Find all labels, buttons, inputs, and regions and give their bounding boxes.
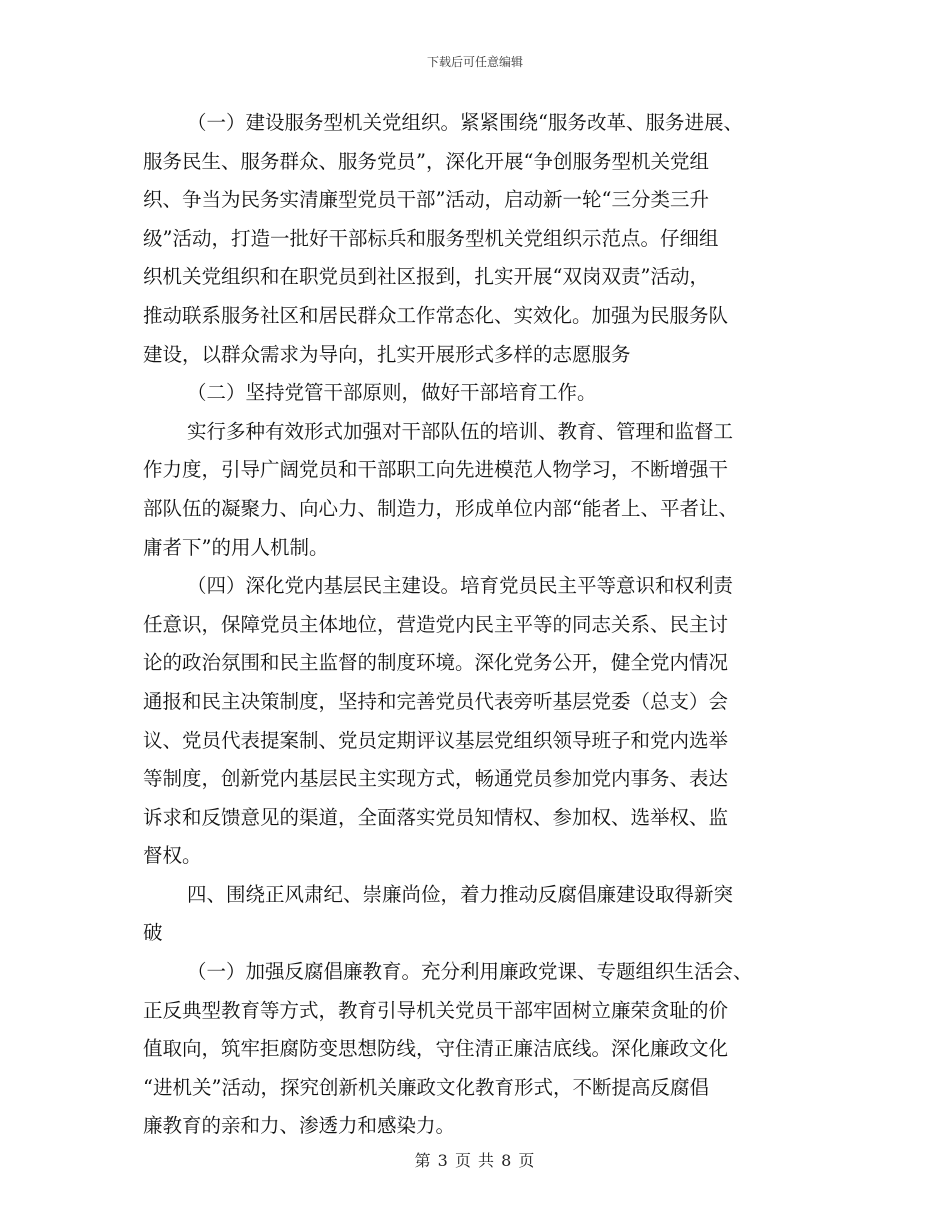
paragraph xyxy=(143,953,813,1146)
text-line: 诉求和反馈意见的渠道，全面落实党员知情权、参加权、选举权、监 xyxy=(143,805,729,829)
text-line: 作力度，引导广阔党员和干部职工向先进模范人物学习，不断增强干 xyxy=(143,458,729,482)
text-line: “进机关”活动，探究创新机关廉政文化教育形式，不断提高反腐倡 xyxy=(143,1075,709,1099)
text-line: （一）建设服务型机关党组织。紧紧围绕“服务改革、服务进展、 xyxy=(187,111,743,134)
text-line: 服务民生、服务群众、服务党员”，深化开展“争创服务型机关党组 xyxy=(143,149,709,173)
text-line: 值取向，筑牢拒腐防变思想防线，守住清正廉洁底线。深化廉政文化 xyxy=(143,1037,729,1061)
text-line: 论的政治氛围和民主监督的制度环境。深化党务公开，健全党内情况 xyxy=(143,651,729,675)
paragraph xyxy=(143,374,813,413)
text-line: 建设，以群众需求为导向，扎实开展形式多样的志愿服务 xyxy=(143,342,631,366)
page-header: 下载后可任意编辑 xyxy=(426,55,523,69)
paragraph xyxy=(143,413,813,567)
paragraph xyxy=(143,104,813,374)
text-line: 破 xyxy=(143,921,163,945)
page-footer: 第 3 页 共 8 页 xyxy=(414,1151,536,1170)
document-body xyxy=(143,104,813,1146)
text-line: 通报和民主决策制度，坚持和完善党员代表旁听基层党委（总支）会 xyxy=(143,689,729,713)
text-line: 级”活动，打造一批好干部标兵和服务型机关党组织示范点。仔细组 xyxy=(143,226,719,250)
paragraph xyxy=(143,876,813,953)
text-line: 任意识，保障党员主体地位，营造党内民主平等的同志关系、民主讨 xyxy=(143,612,729,636)
text-line: 廉教育的亲和力、渗透力和感染力。 xyxy=(143,1114,456,1138)
text-line: 等制度，创新党内基层民主实现方式，畅通党员参加党内事务、表达 xyxy=(143,767,729,791)
text-line: 织机关党组织和在职党员到社区报到，扎实开展“双岗双责”活动， xyxy=(143,265,709,289)
paragraph xyxy=(143,567,813,876)
text-line: （一）加强反腐倡廉教育。充分利用廉政党课、专题组织生活会、 xyxy=(187,960,753,984)
text-line: 四、围绕正风肃纪、崇廉尚俭，着力推动反腐倡廉建设取得新突 xyxy=(187,882,734,906)
text-line: （二）坚持党管干部原则，做好干部培育工作。 xyxy=(187,381,597,405)
text-line: 议、党员代表提案制、党员定期评议基层党组织领导班子和党内选举 xyxy=(143,728,729,752)
text-line: 庸者下”的用人机制。 xyxy=(143,535,329,559)
text-line: 织、争当为民务实清廉型党员干部”活动，启动新一轮“三分类三升 xyxy=(143,188,709,212)
text-line: 督权。 xyxy=(143,844,202,868)
text-line: 推动联系服务社区和居民群众工作常态化、实效化。加强为民服务队 xyxy=(143,303,729,327)
text-line: 部队伍的凝聚力、向心力、制造力，形成单位内部“能者上、平者让、 xyxy=(143,496,738,520)
text-line: 正反典型教育等方式，教育引导机关党员干部牢固树立廉荣贪耻的价 xyxy=(143,998,729,1022)
text-line: （四）深化党内基层民主建设。培育党员民主平等意识和权利责 xyxy=(187,574,734,598)
text-line: 实行多种有效形式加强对干部队伍的培训、教育、管理和监督工 xyxy=(187,419,734,443)
